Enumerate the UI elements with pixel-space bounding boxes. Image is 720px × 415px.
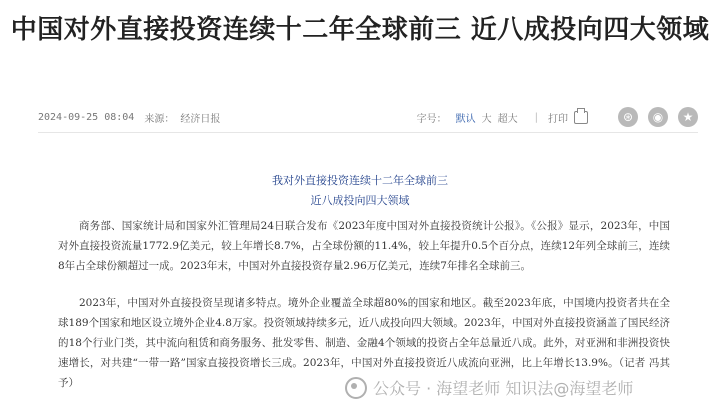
source-name: 经济日报	[180, 113, 221, 125]
wechat-official-account-icon	[345, 377, 367, 399]
weibo-icon[interactable]: ⊛	[618, 107, 638, 127]
source-label: 来源：	[144, 113, 175, 125]
article-meta-bar	[38, 108, 698, 126]
wechat-icon[interactable]: ◉	[648, 107, 668, 127]
header-divider	[38, 132, 698, 133]
font-size-xlarge[interactable]: 超大	[497, 113, 518, 125]
printer-icon[interactable]	[574, 111, 588, 124]
font-size-default[interactable]: 默认	[455, 113, 476, 125]
article-title: 中国对外直接投资连续十二年全球前三 近八成投向四大领域	[10, 15, 710, 45]
print-button[interactable]: 打印	[548, 113, 568, 125]
watermark	[345, 376, 633, 399]
share-buttons	[618, 107, 698, 127]
article-paragraph-1: 商务部、国家统计局和国家外汇管理局24日联合发布《2023年度中国对外直接投资统计公报》。《公报》显示，2023年，中国对外直接投资流量1772.9亿美元，较上年增长8.7%，占全球份额的11.4%，较上年提升0.5个百分点，连续12年列全球前三，连续8年占全球份额超过一成。2023年末，中国对外直接投资存量2.96万亿美元，连续7年排名全球前三。	[58, 220, 670, 272]
publish-date: 2024-09-25 08:04	[38, 111, 135, 123]
article-paragraph-2: 2023年，中国对外直接投资呈现诸多特点。境外企业覆盖全球超80%的国家和地区。截至2023年底，中国境内投资者共在全球189个国家和地区设立境外企业4.8万家。投资领域持续多元，近八成投向四大领域。2023年，中国对外直接投资涵盖了国民经济的18个行业门类，其中流向租赁和商务服务、批发零售、制造、金融4个领域的投资占全年总量近八成。此外，对亚洲和非洲投资快速增长，对共建“一带一路”国家直接投资增长三成。2023年，中国对外直接投资近八成流向亚洲，比上年增长13.9%。（记者 冯其予）	[58, 297, 670, 389]
font-size-large[interactable]: 大	[481, 113, 492, 125]
watermark-text: 公众号 · 海望老师 知识法@海望老师	[373, 379, 634, 398]
qzone-icon[interactable]: ★	[678, 107, 698, 127]
font-size-label: 字号：	[416, 113, 447, 125]
subheading-1: 我对外直接投资连续十二年全球前三	[272, 174, 448, 187]
subheading-2: 近八成投向四大领域	[310, 194, 410, 207]
meta-divider: |	[534, 111, 538, 123]
